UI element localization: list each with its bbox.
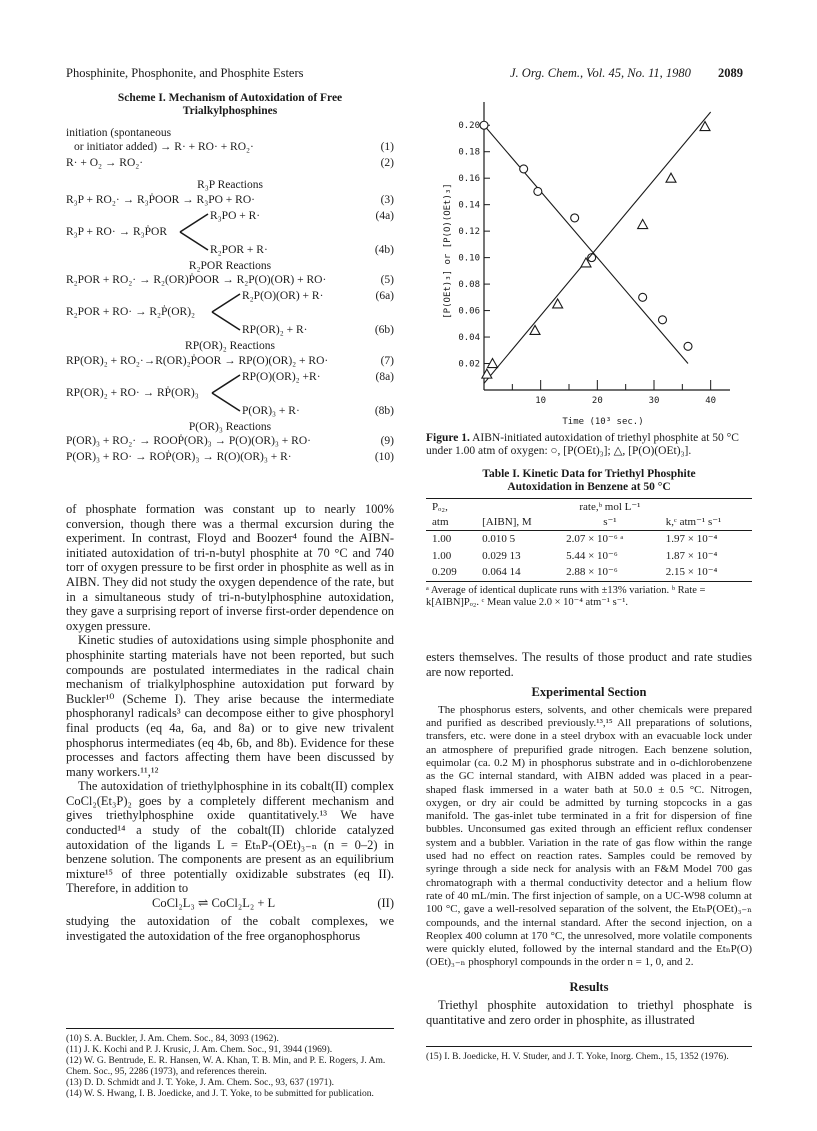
- table-row: 1.00 0.010 5 2.07 × 10⁻⁶ ᵃ 1.97 × 10⁻⁴: [432, 533, 718, 546]
- paragraph: studying the autoxidation of the cobalt complexes, we investigated the autoxidation of the free organophosphorus: [66, 914, 394, 943]
- table-row: 0.209 0.064 14 2.88 × 10⁻⁶ 2.15 × 10⁻⁴: [432, 566, 718, 579]
- scheme-eq2: R· + O₂ → RO₂· (2): [66, 157, 394, 169]
- y-tick-label: 0.14: [458, 200, 480, 211]
- scheme-section-por3: P(OR)₃ Reactions: [188, 420, 272, 433]
- y-tick-label: 0.06: [458, 306, 480, 317]
- paragraph: of phosphate formation was constant up to nearly 100% conversion, though there was a thermal excursion during the experiment. In contrast, Floyd and Boozer⁴ found the AIBN-initiated autoxidation of tri-n-butyl phosphite at 70 °C and 740 torr of oxygen pressure to be first order in phosphite as well as in AIBN. They did not study the oxygen dependence of the rate, but in a simultaneous study of tri-n-butylphosphine autoxidation, they gave a surprising report of inverse first-order dependence on oxygen pressure.: [66, 502, 394, 633]
- table-row: 1.00 0.029 13 5.44 × 10⁻⁶ 1.87 × 10⁻⁴: [432, 549, 718, 562]
- paragraph: Triethyl phosphite autoxidation to triethyl phosphate is quantitative and zero order in phosphite, as illustrated: [426, 998, 752, 1027]
- reference: (13) D. D. Schmidt and J. T. Yoke, J. Am. Chem. Soc., 93, 637 (1971).: [66, 1078, 335, 1088]
- scheme-eq9: P(OR)₃ + RO₂· → ROOṖ(OR)₃ → P(O)(OR)₃ + RO· (9): [66, 435, 394, 448]
- journal-citation: J. Org. Chem., Vol. 45, No. 11, 1980: [510, 66, 691, 80]
- table-1: [426, 468, 752, 610]
- x-tick-label: 40: [705, 396, 717, 406]
- paragraph: The autoxidation of triethylphosphine in its cobalt(II) complex CoCl₂(Et₃P)₂ goes by a completely different mechanism and gives triethylphosphine oxide quantitatively.¹³ We have conducted¹⁴ a study of the cobalt(II) chloride catalyzed autoxidation of the ligands L = EtₙP-(OEt)₃₋ₙ (n = 0–2) in benzene solution. The components are present as an equilibrium mixture¹⁵ of three potentially oxidizable substrates (eq II). Therefore, in addition to: [66, 779, 394, 896]
- circle-data-point: [684, 342, 692, 350]
- circle-data-point: [534, 187, 542, 195]
- triangle-data-point: [553, 299, 563, 308]
- col-header-po2: Pₒ₂, atm: [432, 501, 449, 528]
- right-body-text: [426, 650, 752, 1028]
- scheme-eq8a: RP(O)(OR)₂ +R· (8a): [242, 370, 394, 383]
- col-header-aibn: [AIBN], M: [482, 515, 532, 528]
- scheme-eq5: R₂POR + RO₂· → R₂(OR)ṖOOR → R₂P(O)(OR) + RO· (5): [66, 274, 394, 287]
- table-footnote: ᵃ Average of identical duplicate runs with ±13% variation. ᵇ Rate = k[AIBN]Pₒ₂. ᶜ Mean value 2.0 × 10⁻⁴ atm⁻¹ s⁻¹.: [426, 584, 706, 609]
- y-tick-label: 0.12: [458, 227, 480, 238]
- scheme-eq6a: R₂P(O)(OR) + R· (6a): [242, 290, 394, 303]
- right-reference: (15) I. B. Joedicke, H. V. Studer, and J. T. Yoke, Inorg. Chem., 15, 1352 (1976).: [426, 1052, 729, 1062]
- y-tick-label: 0.04: [458, 333, 480, 344]
- scheme-section-r3p: R₃P Reactions: [197, 179, 263, 191]
- circle-data-point: [520, 165, 528, 173]
- section-heading-results: Results: [569, 979, 609, 994]
- reference: (12) W. G. Bentrude, E. R. Hansen, W. A. Khan, T. B. Min, and P. E. Rogers, J. Am. Chem. Soc., 95, 2286 (1973), and references therein.: [66, 1056, 386, 1077]
- scheme-title: Scheme I. Mechanism of Autoxidation of Free Trialkylphosphines: [117, 92, 343, 117]
- left-references: [66, 1034, 394, 1100]
- y-tick-label: 0.18: [458, 147, 480, 158]
- y-tick-label: 0.20: [458, 121, 480, 132]
- running-head: Phosphinite, Phosphonite, and Phosphite Esters: [66, 66, 304, 80]
- circle-data-point: [571, 214, 579, 222]
- scheme-eq8-left: RP(OR)₂ + RO· → RṖ(OR)₃: [66, 386, 394, 404]
- equation-II: CoCl₂L₃ ⇌ CoCl₂L₂ + L (II): [152, 896, 394, 911]
- x-tick-label: 30: [648, 396, 660, 406]
- scheme-eq1: or initiator added) → R· + RO· + RO₂· (1): [74, 141, 394, 153]
- x-tick-label: 10: [535, 396, 547, 406]
- scheme-eq4a: R₃PO + R· (4a): [210, 209, 394, 222]
- y-tick-label: 0.10: [458, 253, 480, 264]
- triangle-data-point: [638, 220, 648, 229]
- table-title: Table I. Kinetic Data for Triethyl Phosphite Autoxidation in Benzene at 50 °C: [482, 468, 696, 493]
- scheme-init-line1: initiation (spontaneous: [66, 127, 172, 139]
- scheme-eq4b: R₂POR + R· (4b): [210, 243, 394, 256]
- scheme-block: [66, 92, 394, 466]
- col-header-rate: rate,ᵇ mol L⁻¹ s⁻¹: [579, 501, 641, 528]
- figure-1-chart: [426, 90, 752, 430]
- left-body-text: [66, 502, 394, 943]
- section-heading-experimental: Experimental Section: [531, 685, 647, 700]
- scheme-eq4-left: R₃P + RO· → R₃ṖOR: [66, 225, 394, 243]
- y-axis-label: [P(OEt)₃] or [P(O)(OEt)₃]: [443, 183, 453, 319]
- scheme-eq7: RP(OR)₂ + RO₂·→R(OR)₂ṖOOR → RP(O)(OR)₂ + RO· (7): [66, 354, 394, 367]
- footnote-rule: [426, 1046, 752, 1047]
- y-tick-label: 0.08: [458, 280, 480, 291]
- scheme-section-rpor2: RP(OR)₂ Reactions: [185, 340, 275, 353]
- y-tick-label: 0.16: [458, 174, 480, 185]
- y-tick-label: 0.02: [458, 359, 480, 370]
- scheme-section-r2por: R₂POR Reactions: [188, 259, 272, 272]
- paragraph: Kinetic studies of autoxidations using simple phosphonite and phosphinite starting materials have not been reported, but such compounds are postulated intermediates in the radical chain mechanism of trialkylphosphine autoxidation put forward by Buckler¹⁰ (Scheme I). They arise because the intermediate phosphoranyl radicals³ can decompose either to give phosphoryl final products (eq 4a, 6a, and 8a) or to give new trivalent phosphorus intermediates (eq 4b, 6b, and 8b). Evidence for these processes and factors affecting them have been discussed by many workers.¹¹,¹²: [66, 633, 394, 779]
- x-axis-label: Time (10³ sec.): [562, 417, 644, 427]
- kinetic-data-table: [426, 499, 752, 581]
- table-header-row: [426, 499, 752, 530]
- scheme-eq6b: RP(OR)₂ + R· (6b): [242, 324, 394, 337]
- page-number: 2089: [718, 66, 743, 80]
- circle-data-point: [659, 316, 667, 324]
- triangle-fit-line: [484, 112, 711, 383]
- figure-caption: Figure 1. AIBN-initiated autoxidation of triethyl phosphite at 50 °C under 1.00 atm of oxygen: ○, [P(OEt)₃]; △, [P(O)(OEt)₃].: [426, 432, 739, 457]
- scheme-eq6-left: R₂POR + RO· → R₂Ṗ(OR)₂: [66, 305, 394, 323]
- col-header-k: k,ᶜ atm⁻¹ s⁻¹: [665, 515, 722, 528]
- circle-data-point: [480, 121, 488, 129]
- x-tick-label: 20: [591, 396, 603, 406]
- reference: (10) S. A. Buckler, J. Am. Chem. Soc., 84, 3093 (1962).: [66, 1034, 279, 1044]
- circle-data-point: [639, 293, 647, 301]
- paragraph: esters themselves. The results of those product and rate studies are now reported.: [426, 650, 752, 679]
- scheme-eq10: P(OR)₃ + RO· → ROṖ(OR)₃ → R(O)(OR)₃ + R· (10): [66, 451, 394, 464]
- reference: (11) J. K. Kochi and P. J. Krusic, J. Am. Chem. Soc., 91, 3944 (1969).: [66, 1045, 333, 1055]
- triangle-data-point: [666, 173, 676, 182]
- circle-fit-line: [484, 125, 688, 363]
- triangle-data-point: [482, 369, 492, 378]
- paragraph: The phosphorus esters, solvents, and other chemicals were prepared and purified as described previously.¹³,¹⁵ All preparations of solutions, transfers, etc. were done in a steel drybox with an evacuable lock under an atmosphere of prepurified grade nitrogen. Each benzene solution, equimolar (ca. 0.2 M) in phosphorus substrate and in o-dichlorobenzene as the GC internal standard, with AIBN added was placed in a pear-shaped flask immersed in a water bath at 50.0 ± 0.5 °C. Nitrogen, oxygen, or dry air could be admitted by turning stopcocks in a gas manifold. The gas-inlet tube terminated in a frit for dispersion of fine bubbles. Unconsumed gas exited through an efficient reflux condenser system and a bubbler. Variation in the rate of gas flow within the range used had no effect on reaction rates. Samples could be removed by syringe through a side neck for analysis with an F&M Model 700 gas chromatograph with a thermal conductivity detector and a helium flow rate of 40 mL/min. The first injection of sample, on a UC-W98 column at 100 °C, gave a well-resolved separation of the solvent, the EtₙP(OEt)₃₋ₙ compounds, and the internal standard. After the second injection, on a Reoplex 400 column at 170 °C, the unresolved, more volatile components were quickly eluted, followed by the internal standard and the EtₙP(O)(OEt)₃₋ₙ phosphoryl compounds in the order n = 1, 0, and 2.: [426, 703, 752, 969]
- reference: (14) W. S. Hwang, I. B. Joedicke, and J. T. Yoke, to be submitted for publication.: [66, 1089, 374, 1099]
- scheme-eq8b: P(OR)₃ + R· (8b): [242, 404, 394, 417]
- scheme-eq3: R₃P + RO₂· → R₃ṖOOR → R₃PO + RO· (3): [66, 193, 394, 206]
- footnote-rule: [66, 1028, 394, 1029]
